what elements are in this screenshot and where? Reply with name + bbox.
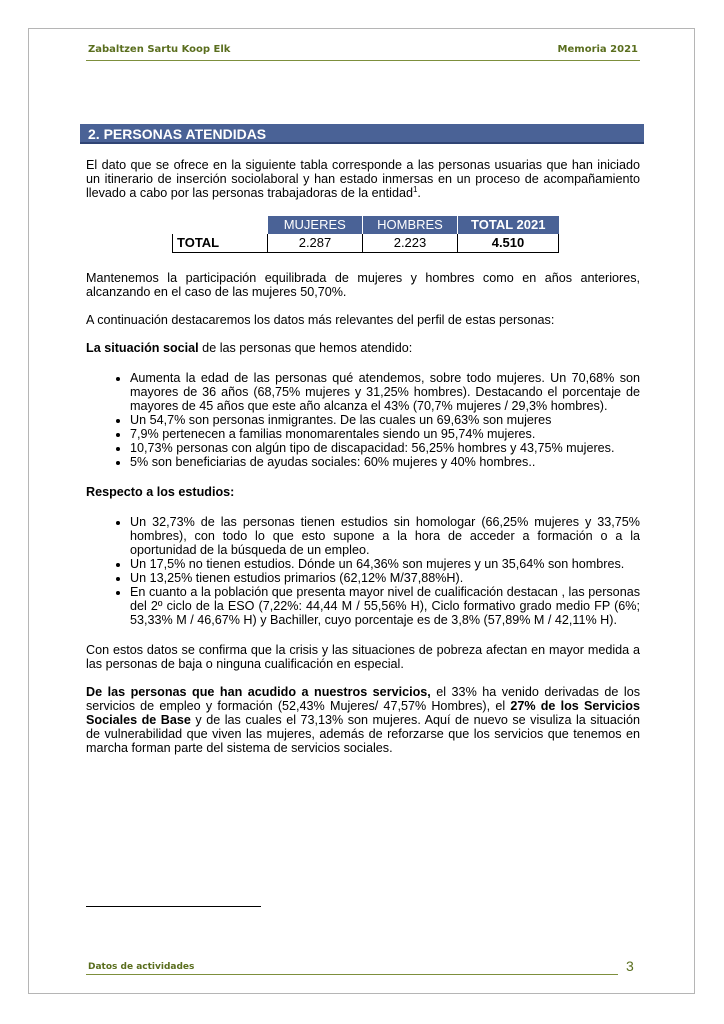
- footnote-marker: 1: [412, 184, 418, 194]
- footer-rule: [86, 974, 618, 975]
- value-total: 4.510: [458, 234, 559, 253]
- header-rule: [86, 60, 640, 61]
- participation-paragraph: Mantenemos la participación equilibrada de mujeres y hombres como en años anteriores, alcanzando en el caso de las mujeres 50,70%.: [86, 271, 640, 299]
- list-item: • Un 17,5% no tienen estudios. Dónde un 64,36% son mujeres y un 35,64% son hombres.: [130, 557, 640, 571]
- social-list: [86, 371, 640, 469]
- totals-table-row: [173, 234, 559, 253]
- footnote-separator: [86, 906, 261, 907]
- list-item: • 7,9% pertenecen a familias monomarentales siendo un 95,74% mujeres.: [130, 427, 640, 441]
- header-report-title: Memoria 2021: [557, 44, 638, 55]
- value-hombres: 2.223: [363, 234, 458, 253]
- page-number: 3: [626, 958, 634, 974]
- header-hombres: HOMBRES: [363, 216, 458, 234]
- list-item: • 10,73% personas con algún tipo de discapacidad: 56,25% hombres y 43,75% mujeres.: [130, 441, 640, 455]
- intro-text: El dato que se ofrece en la siguiente tabla corresponde a las personas usuarias que han iniciado un itinerario de inserción sociolaboral y han estado inmersas en un proceso de acompañamiento llevado a cabo por las personas trabajadoras de la entidad: [86, 158, 640, 200]
- crisis-paragraph: Con estos datos se confirma que la crisis y las situaciones de pobreza afectan en mayor medida a las personas de baja o ninguna cualificación en especial.: [86, 643, 640, 671]
- value-mujeres: 2.287: [268, 234, 363, 253]
- social-heading-rest: de las personas que hemos atendido:: [198, 341, 413, 355]
- header-organization: Zabaltzen Sartu Koop Elk: [88, 44, 231, 55]
- header-mujeres: MUJERES: [268, 216, 363, 234]
- list-item: • 5% son beneficiarias de ayudas sociales: 60% mujeres y 40% hombres..: [130, 455, 640, 469]
- totals-table: [172, 216, 559, 253]
- services-text-1: el 33% ha venido derivadas de los servicios de empleo y formación (52,43% Mujeres/ 47,57% Hombres), el: [86, 685, 640, 713]
- studies-list: [86, 515, 640, 627]
- list-item: • Un 13,25% tienen estudios primarios (62,12% M/37,88%H).: [130, 571, 640, 585]
- services-bold-lead: De las personas que han acudido a nuestros servicios,: [86, 685, 431, 699]
- list-item: • Un 54,7% son personas inmigrantes. De las cuales un 69,63% son mujeres: [130, 413, 640, 427]
- section-heading-bar: [80, 124, 644, 144]
- services-paragraph: [86, 685, 640, 755]
- intro-end: .: [417, 186, 421, 200]
- header-total-2021: TOTAL 2021: [458, 216, 559, 234]
- continue-paragraph: A continuación destacaremos los datos más relevantes del perfil de estas personas:: [86, 313, 555, 327]
- totals-table-header-row: [173, 216, 559, 234]
- studies-heading: Respecto a los estudios:: [86, 485, 235, 499]
- row-label-total: TOTAL: [173, 234, 268, 253]
- document-body: [86, 158, 640, 755]
- section-title: 2. PERSONAS ATENDIDAS: [88, 126, 267, 142]
- social-heading: [86, 341, 640, 355]
- services-bold-highlight: 27% de los Servicios Sociales de Base: [86, 699, 640, 727]
- list-item: • En cuanto a la población que presenta mayor nivel de cualificación destacan , las personas del 2º ciclo de la ESO (7,22%: 44,44 M / 55,56% H), Ciclo formativo grado medio FP (6%; 53,33% M / 46,67% H) y Bachiller, cuyo porcentaje es de 3,8% (57,89% M / 42,11% H).: [130, 585, 640, 627]
- list-item: • Aumenta la edad de las personas qué atendemos, sobre todo mujeres. Un 70,68% son mayores de 36 años (68,75% mujeres y 31,25% hombres). Destacando el porcentaje de mayores de 45 años que este año alcanza el 43% (70,7% mujeres / 29,3% hombres).: [130, 371, 640, 413]
- services-text-2: y de las cuales el 73,13% son mujeres. Aquí de nuevo se visuliza la situación de vulnerabilidad que viven las mujeres, además de reforzarse que los servicios que tenemos en marcha forman parte del sistema de servicios sociales.: [86, 713, 640, 755]
- footer-section-name: Datos de actividades: [88, 962, 195, 972]
- intro-paragraph: [86, 158, 640, 200]
- table-corner: [173, 216, 268, 234]
- social-heading-bold: La situación social: [86, 341, 199, 355]
- list-item: • Un 32,73% de las personas tienen estudios sin homologar (66,25% mujeres y 33,75% hombres), con todo lo que esto supone a la hora de acceder a formación o a la oportunidad de la búsqueda de un empleo.: [130, 515, 640, 557]
